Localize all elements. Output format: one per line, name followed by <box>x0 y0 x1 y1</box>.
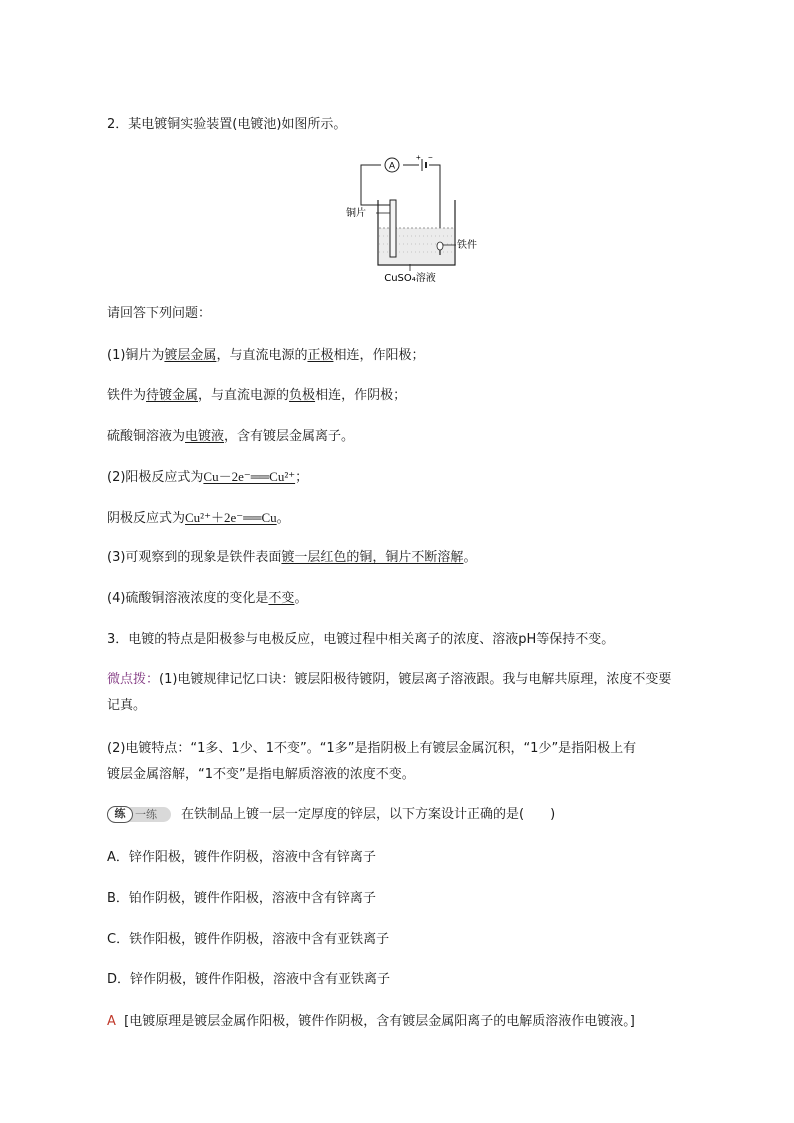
copper-plate <box>390 200 396 257</box>
copper-plate-label: 铜片 <box>346 208 366 219</box>
prompt: 请回答下列问题： <box>107 306 212 321</box>
tip-line-2: 记真。 <box>107 698 147 713</box>
answer-4: (4)硫酸铜溶液浓度的变化是不变。 <box>107 591 308 606</box>
wire-left <box>361 165 392 205</box>
battery-minus: − <box>428 153 433 162</box>
ammeter-label: A <box>388 160 396 171</box>
answer-1a: (1)铜片为镀层金属，与直流电源的正极相连，作阳极； <box>107 348 425 363</box>
tip-line-3: (2)电镀特点：“1多、1少、1不变”。“1多”是指阴极上有镀层金属沉积，“1少”是指阳极上有 <box>107 741 637 756</box>
option-b: B．铂作阴极，镀件作阳极，溶液中含有锌离子 <box>107 891 376 906</box>
option-a: A．锌作阳极，镀件作阴极，溶液中含有锌离子 <box>107 850 376 865</box>
iron-piece-label: 铁件 <box>457 240 477 251</box>
answer-letter: A <box>107 1014 116 1029</box>
electroplating-diagram <box>340 150 477 285</box>
battery-plus: + <box>416 153 421 162</box>
answer-explanation: [电镀原理是镀层金属作阳极，镀件作阴极，含有镀层金属阳离子的电解质溶液作电镀液。] <box>124 1014 635 1029</box>
answer-2a: (2)阳极反应式为Cu－2e⁻══Cu²⁺； <box>107 469 309 485</box>
option-d: D．锌作阴极，镀件作阳极，溶液中含有亚铁离子 <box>107 972 391 987</box>
answer-3: (3)可观察到的现象是铁件表面镀一层红色的铜，铜片不断溶解。 <box>107 550 477 565</box>
answer-1c: 硫酸铜溶液为电镀液，含有镀层金属离子。 <box>107 429 355 444</box>
practice-question: 练 一练 在铁制品上镀一层一定厚度的锌层，以下方案设计正确的是( ) <box>107 806 555 824</box>
option-c: C．铁作阳极，镀件作阴极，溶液中含有亚铁离子 <box>107 932 390 947</box>
question-3: 3．电镀的特点是阳极参与电极反应，电镀过程中相关离子的浓度、溶液pH等保持不变。 <box>107 632 615 647</box>
practice-answer <box>107 1013 635 1031</box>
answer-2b: 阴极反应式为Cu²⁺＋2e⁻══Cu。 <box>107 510 290 526</box>
answer-1b: 铁件为待镀金属，与直流电源的负极相连，作阴极； <box>107 388 407 403</box>
tip-label: 微点拨： <box>107 672 160 687</box>
practice-badge-icon: 练 一练 <box>107 806 171 823</box>
question-2-title: 2．某电镀铜实验装置(电镀池)如图所示。 <box>107 117 347 132</box>
tip-line-4: 镀层金属溶解，“1不变”是指电解质溶液的浓度不变。 <box>107 767 415 782</box>
solution-label: CuSO₄溶液 <box>384 273 436 284</box>
tip-line-1: 微点拨：(1)电镀规律记忆口诀：镀层阳极待镀阴，镀层离子溶液跟。我与电解共原理，浓度不变要 <box>107 672 672 687</box>
